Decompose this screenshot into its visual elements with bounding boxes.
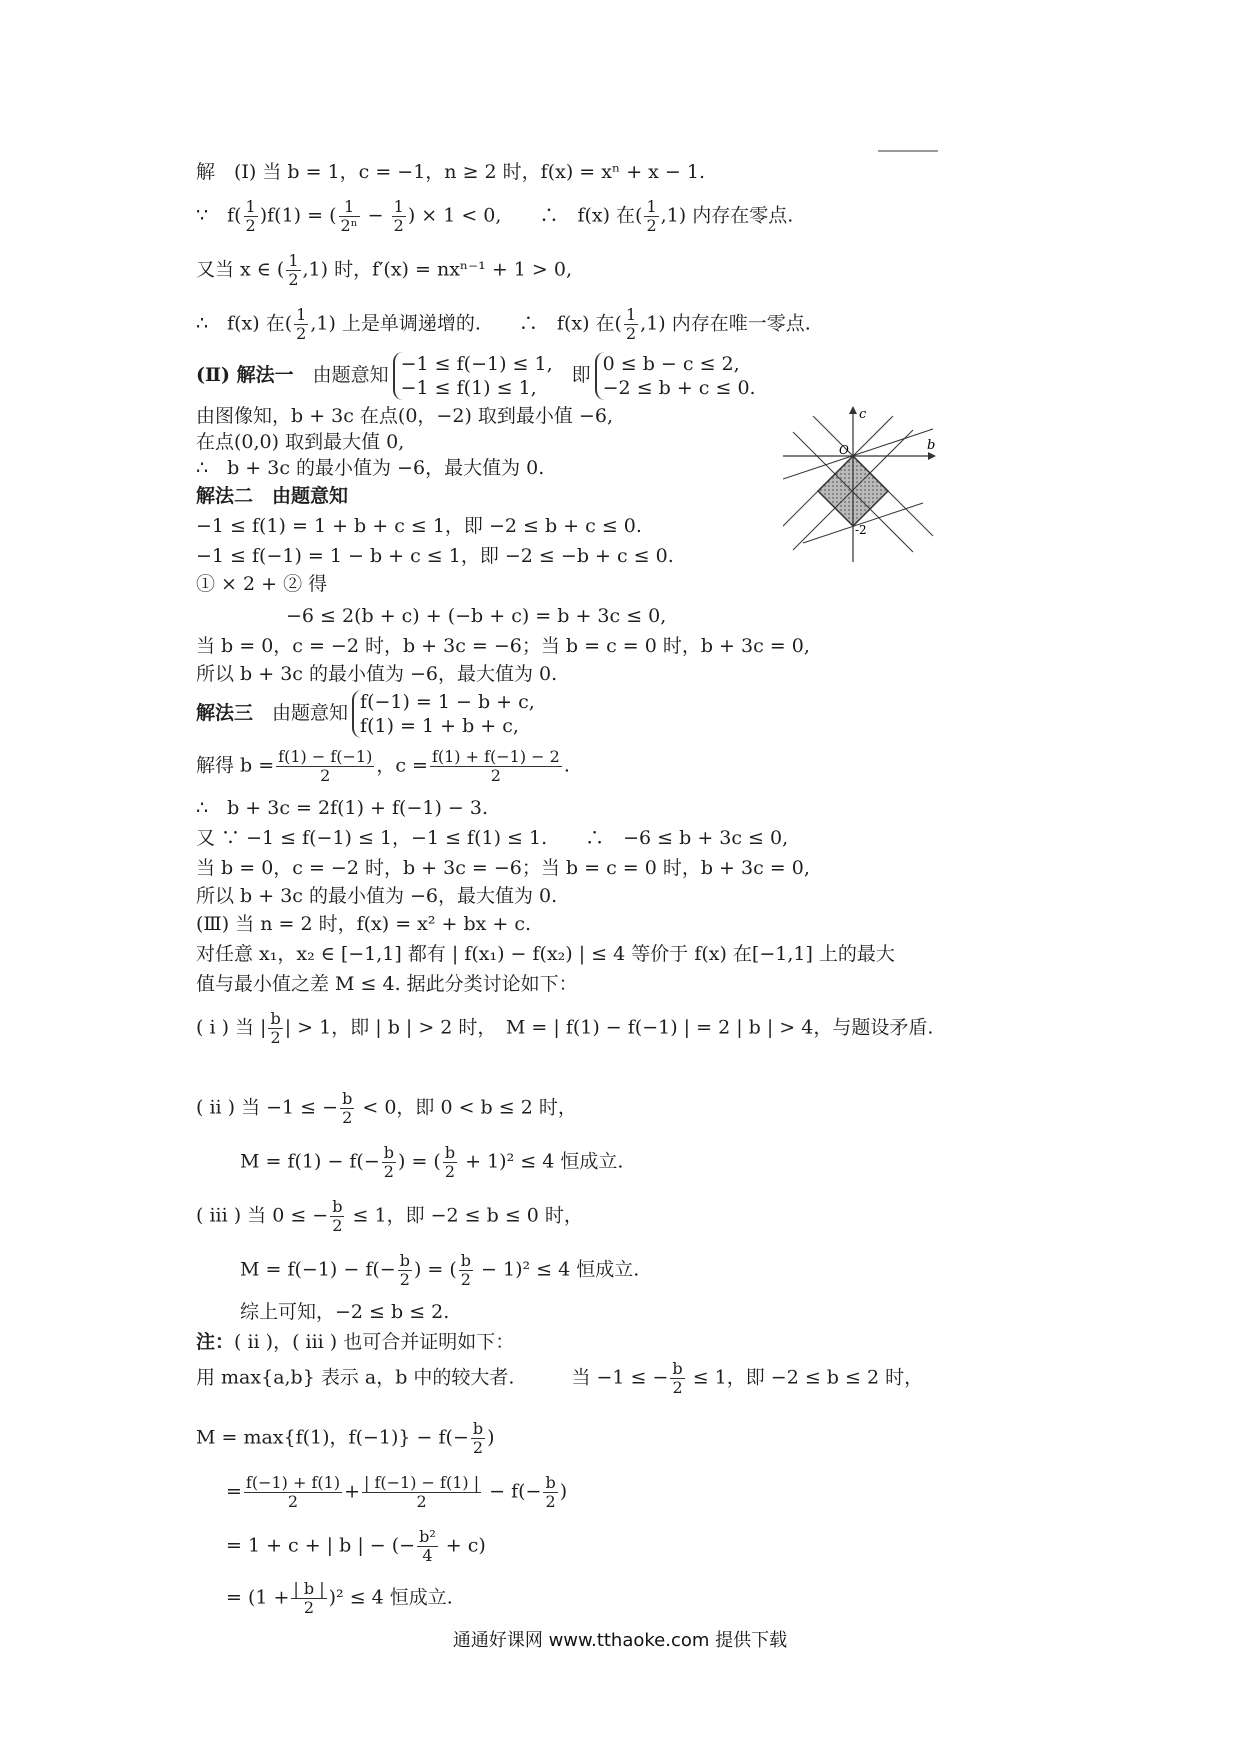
- fraction: $\frac{1}{2}$: [288, 251, 299, 289]
- fraction: $\frac{f(-1) + f(1)}{2}$: [245, 1473, 341, 1511]
- fraction: $\frac{b}{2}$: [332, 1197, 343, 1235]
- fraction: $\frac{b}{2}$: [399, 1251, 410, 1289]
- c-axis-arrow: [849, 406, 857, 414]
- point-label: -2: [855, 523, 867, 537]
- line-16: 解法三 由题意知 f(−1) = 1 − b + c, f(1) = 1 + b + c,: [196, 691, 535, 737]
- line-17: 解得 b = $\frac{f(1) - f(-1)}{2}$ ，c = $\frac{f(1) + f(-1) - 2}{2}$ .: [196, 747, 570, 785]
- line-27: M = f(1) − f(− $\frac{b}{2}$ ) = ( $\frac{b}{2}$ + 1)² ≤ 4 恒成立.: [240, 1143, 624, 1181]
- equation-system: f(−1) = 1 − b + c, f(1) = 1 + b + c,: [352, 690, 535, 738]
- line-36: = (1 + $\frac{| b |}{2}$ )² ≤ 4 恒成立.: [226, 1579, 453, 1617]
- line-22: (Ⅲ) 当 n = 2 时，f(x) = x² + bx + c.: [196, 913, 532, 935]
- line-21: 所以 b + 3c 的最小值为 −6，最大值为 0.: [196, 885, 558, 907]
- line-11: −1 ≤ f(−1) = 1 − b + c ≤ 1，即 −2 ≤ −b + c ≤ 0.: [196, 545, 674, 567]
- line-26: ( ii ) 当 −1 ≤ − $\frac{b}{2}$ < 0，即 0 < b ≤ 2 时，: [196, 1089, 577, 1127]
- line-14: 当 b = 0，c = −2 时，b + 3c = −6；当 b = c = 0 时，b + 3c = 0,: [196, 635, 810, 657]
- line-33: M = max{f(1)，f(−1)} − f(− $\frac{b}{2}$ ): [196, 1419, 495, 1457]
- axis-label-b: b: [927, 438, 936, 453]
- line-19: 又 ∵ −1 ≤ f(−1) ≤ 1，−1 ≤ f(1) ≤ 1. ∴ −6 ≤ b + 3c ≤ 0,: [196, 827, 789, 849]
- solution-1-header: 解 (Ⅰ) 当 b = 1，c = −1，n ≥ 2 时，f(x) = xⁿ + x − 1.: [196, 161, 706, 183]
- axis-label-c: c: [859, 407, 867, 422]
- fraction: $\frac{b}{2}$: [270, 1009, 281, 1047]
- origin-label: O: [839, 443, 849, 457]
- method-2-label: 解法二 由题意知: [196, 485, 349, 507]
- line-15: 所以 b + 3c 的最小值为 −6，最大值为 0.: [196, 663, 558, 685]
- line-6: 由图像知，b + 3c 在点(0，−2) 取到最小值 −6,: [196, 405, 613, 427]
- method-1-label: (Ⅱ) 解法一: [196, 364, 294, 386]
- fraction: $\frac{f(1) - f(-1)}{2}$: [278, 747, 373, 785]
- fraction: $\frac{b}{2}$: [342, 1089, 353, 1127]
- fraction: $\frac{f(1) + f(-1) - 2}{2}$: [431, 747, 560, 785]
- line-30: 综上可知，−2 ≤ b ≤ 2.: [240, 1301, 450, 1323]
- line-29: M = f(−1) − f(− $\frac{b}{2}$ ) = ( $\frac{b}{2}$ − 1)² ≤ 4 恒成立.: [240, 1251, 640, 1289]
- fraction: $\frac{| f(-1) - f(1) |}{2}$: [364, 1473, 480, 1511]
- fraction: $\frac{b}{2}$: [672, 1359, 683, 1397]
- fraction: $\frac{1}{2}$: [296, 305, 307, 343]
- feasible-region-figure: [783, 404, 943, 564]
- line-24: 值与最小值之差 M ≤ 4. 据此分类讨论如下：: [196, 973, 578, 995]
- line-8: ∴ b + 3c 的最小值为 −6，最大值为 0.: [196, 457, 545, 479]
- fraction: $\frac{b}{2}$: [545, 1473, 556, 1511]
- line-18: ∴ b + 3c = 2f(1) + f(−1) − 3.: [196, 797, 489, 819]
- method-3-label: 解法三: [196, 702, 254, 724]
- fraction: $\frac{1}{2}$: [646, 197, 657, 235]
- line-20: 当 b = 0，c = −2 时，b + 3c = −6；当 b = c = 0 时，b + 3c = 0,: [196, 857, 810, 879]
- fraction: $\frac{1}{\text{2ⁿ}}$: [340, 197, 358, 235]
- line-5: (Ⅱ) 解法一 由题意知 −1 ≤ f(−1) ≤ 1, −1 ≤ f(1) ≤ 1, 即 0 ≤ b − c ≤ 2, −2 ≤ b + c ≤ 0.: [196, 353, 756, 399]
- fraction: $\frac{1}{2}$: [625, 305, 637, 343]
- inequality-system-1: −1 ≤ f(−1) ≤ 1, −1 ≤ f(1) ≤ 1,: [393, 352, 553, 400]
- line-10: −1 ≤ f(1) = 1 + b + c ≤ 1，即 −2 ≤ b + c ≤ 0.: [196, 515, 642, 537]
- note-label: 注：: [196, 1331, 235, 1353]
- fraction: $\frac{b}{2}$: [460, 1251, 472, 1289]
- line-35: = 1 + c + | b | − (− $\frac{\text{b²}}{4}$ + c): [226, 1527, 486, 1565]
- line-34: = $\frac{f(-1) + f(1)}{2}$ + $\frac{| f(-1) - f(1) |}{2}$ − f(− $\frac{b}{2}$ ): [226, 1473, 568, 1511]
- line-23: 对任意 x₁，x₂ ∈ [−1,1] 都有 | f(x₁) − f(x₂) | ≤ 4 等价于 f(x) 在[−1,1] 上的最大: [196, 943, 895, 965]
- line-7: 在点(0,0) 取到最大值 0,: [196, 431, 405, 453]
- fraction: $\frac{\text{b²}}{4}$: [419, 1527, 436, 1565]
- line-13: −6 ≤ 2(b + c) + (−b + c) = b + 3c ≤ 0,: [286, 605, 667, 627]
- b-axis-arrow: [928, 452, 936, 460]
- footer-credit: 通通好课网 www.tthaoke.com 提供下载: [452, 1630, 788, 1651]
- line-2: ∵ f( $\frac{1}{2}$ )f(1) = ( $\frac{1}{\text{2ⁿ}}$ − $\frac{1}{2}$ ) × 1 < 0, ∴ f(x) 在( $\frac{1}{2}$ ,1) 内存在零点.: [196, 197, 794, 235]
- line-25: ( i ) 当 | $\frac{b}{2}$ | > 1，即 | b | > 2 时， M = | f(1) − f(−1) | = 2 | b | > 4，与题设矛盾.: [196, 1009, 934, 1047]
- fraction: $\frac{| b |}{2}$: [293, 1579, 325, 1617]
- fraction: $\frac{1}{2}$: [245, 197, 256, 235]
- fraction: $\frac{b}{2}$: [444, 1143, 456, 1181]
- fraction: $\frac{b}{2}$: [472, 1419, 484, 1457]
- line-3: 又当 x ∈ ( $\frac{1}{2}$ ,1) 时，f′(x) = nxⁿ⁻¹ + 1 > 0,: [196, 251, 572, 289]
- line-31: 注：( ii )，( iii ) 也可合并证明如下：: [196, 1331, 515, 1353]
- boundary-line: [813, 416, 936, 536]
- fraction: $\frac{1}{2}$: [393, 197, 404, 235]
- header-rule: [878, 150, 938, 152]
- inequality-system-2: 0 ≤ b − c ≤ 2, −2 ≤ b + c ≤ 0.: [595, 352, 756, 400]
- line-12: ① × 2 + ② 得: [196, 573, 328, 595]
- fraction: $\frac{b}{2}$: [383, 1143, 395, 1181]
- line-4: ∴ f(x) 在( $\frac{1}{2}$ ,1) 上是单调递增的. ∴ f(x) 在( $\frac{1}{2}$ ,1) 内存在唯一零点.: [196, 305, 811, 343]
- line-1: [196, 160, 705, 184]
- line-28: ( iii ) 当 0 ≤ − $\frac{b}{2}$ ≤ 1，即 −2 ≤ b ≤ 0 时，: [196, 1197, 583, 1235]
- line-32: 用 max{a,b} 表示 a，b 中的较大者. 当 −1 ≤ − $\frac{b}{2}$ ≤ 1，即 −2 ≤ b ≤ 2 时，: [196, 1359, 924, 1397]
